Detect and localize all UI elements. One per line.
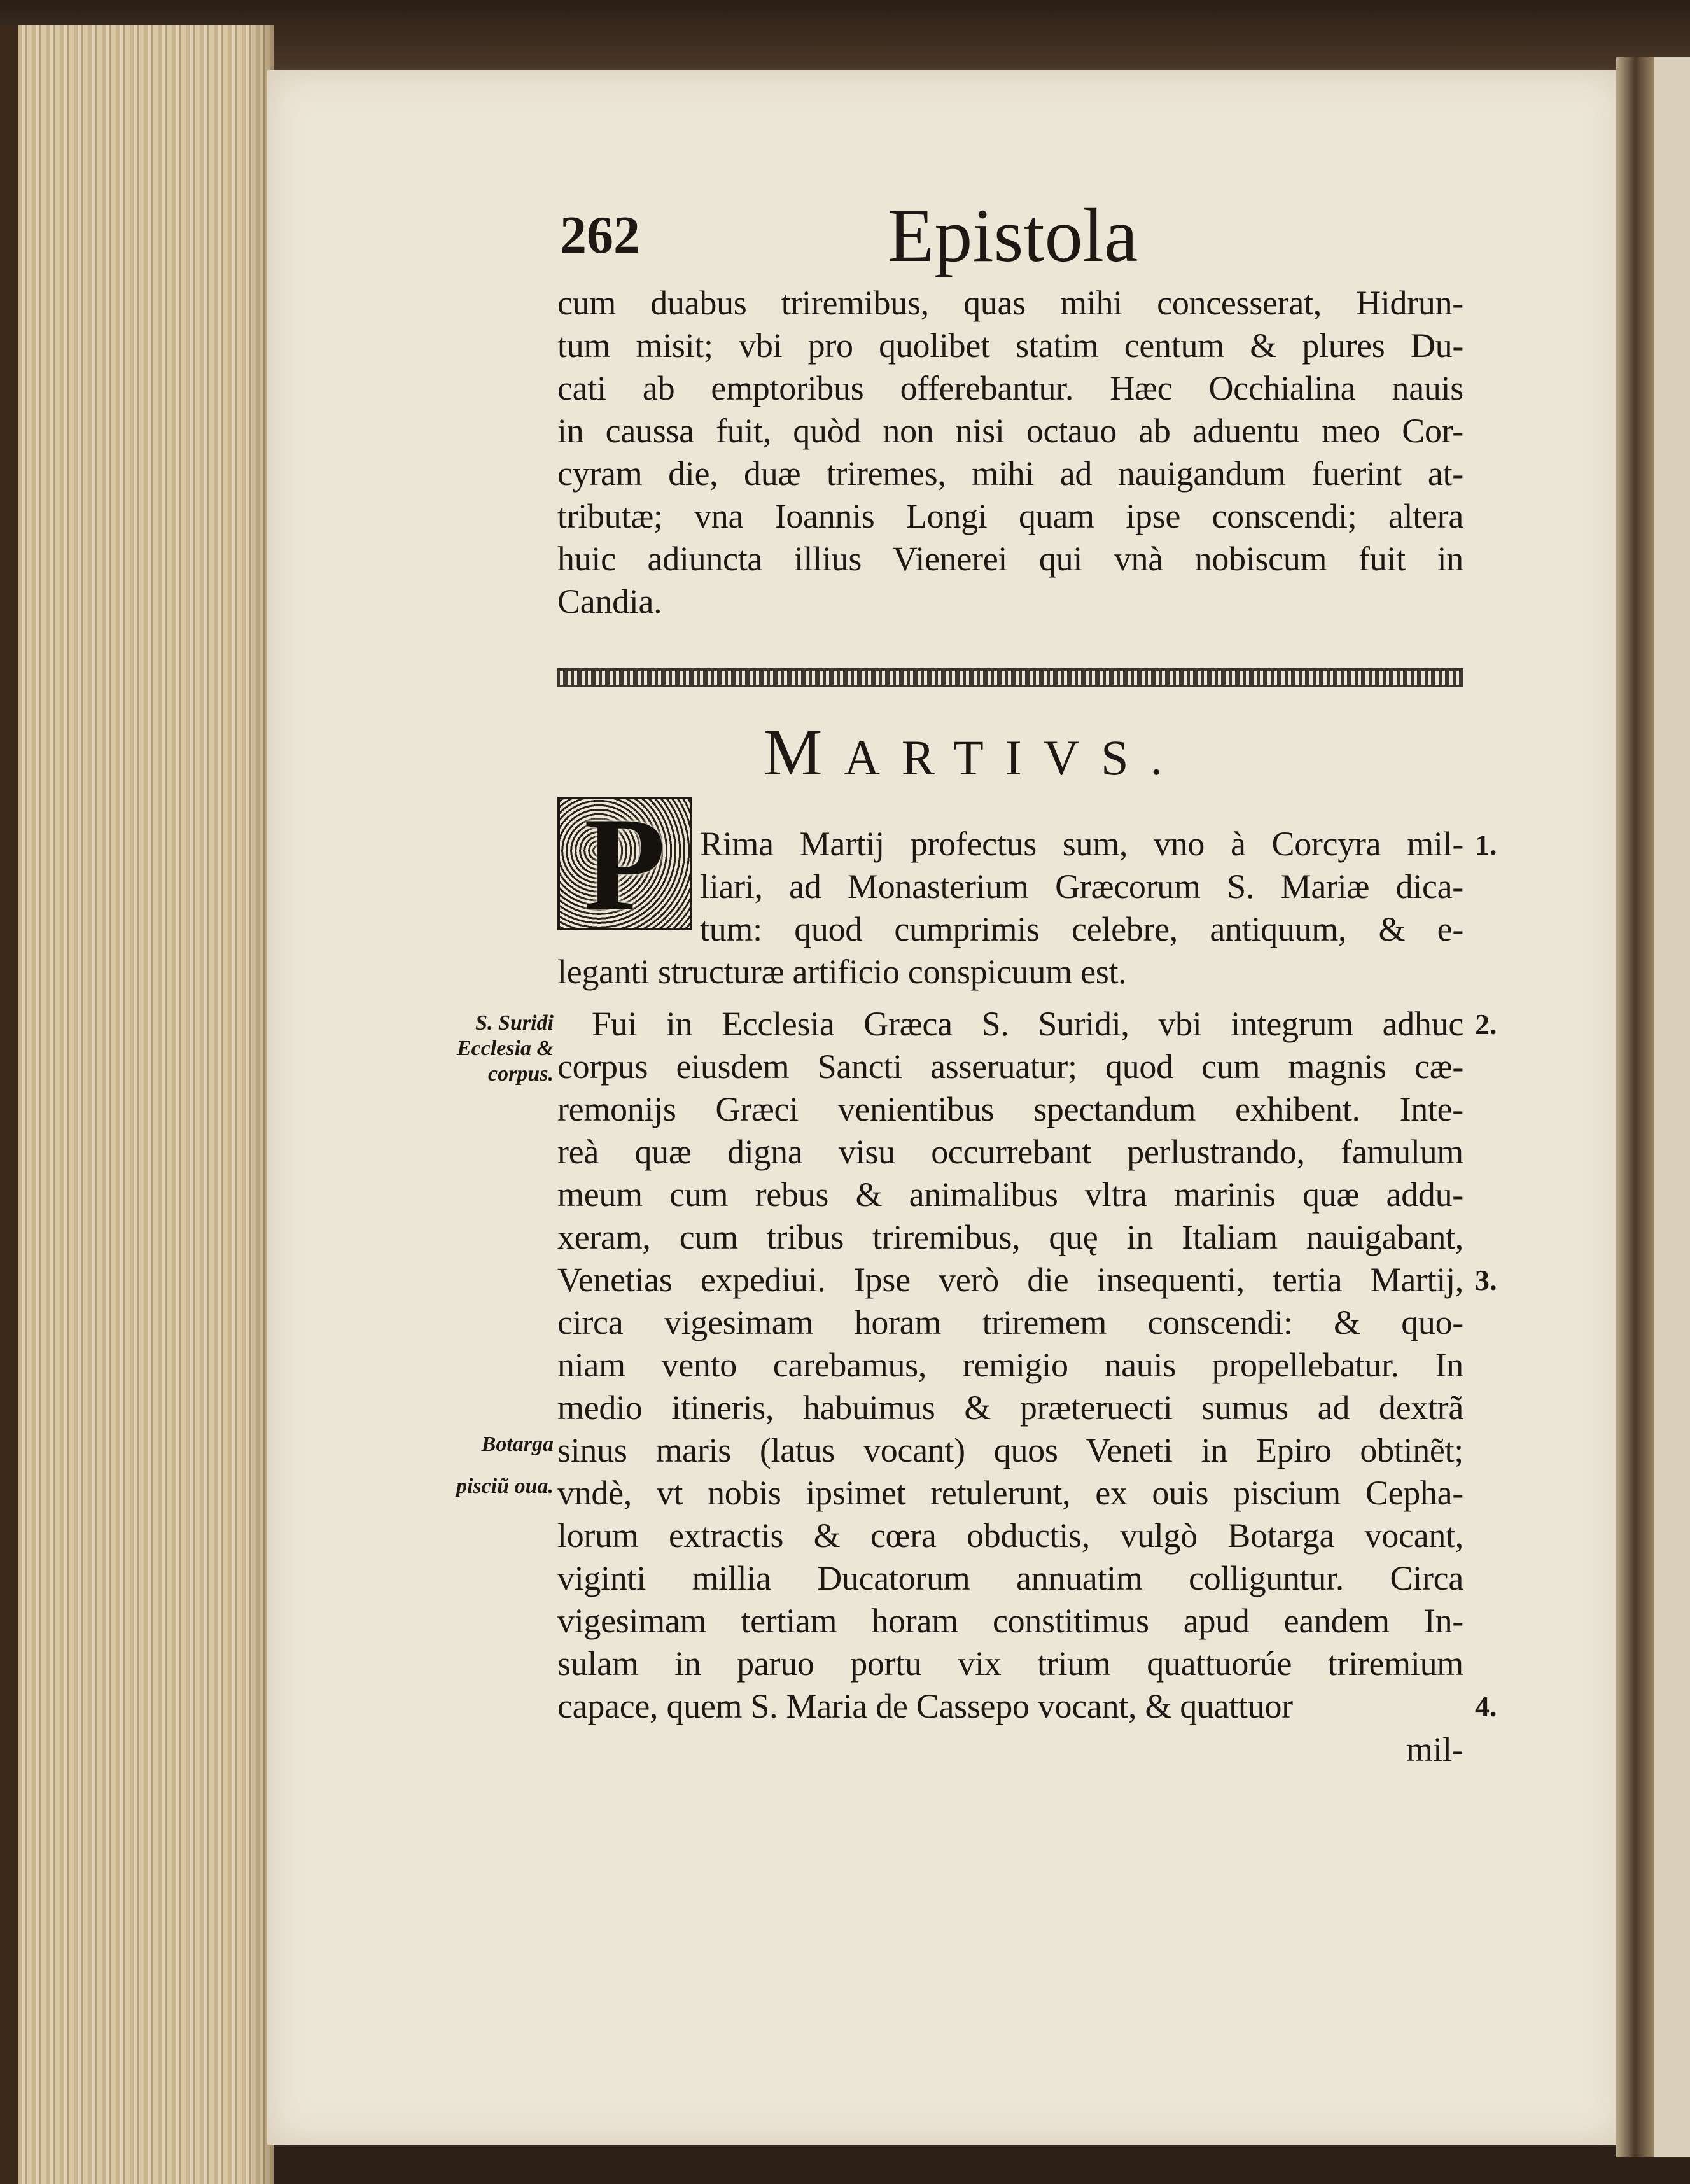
running-title: Epistola — [888, 193, 1138, 277]
text-line: vigesimam tertiam horam constitimus apud eandem In- — [557, 1602, 1463, 1640]
text-line: tum misit; vbi pro quolibet statim centum & plures Du- — [557, 326, 1463, 365]
decorated-drop-cap — [557, 790, 692, 938]
facing-page-edge — [1654, 57, 1690, 2157]
text-line: liari, ad Monasterium Græcorum S. Mariæ dica- — [700, 867, 1463, 906]
text-line: xeram, cum tribus triremibus, quę in Italiam nauigabant, — [557, 1218, 1463, 1256]
section-title-rest: ARTIVS. — [844, 730, 1184, 785]
text-line: sinus maris (latus vocant) quos Veneti in Epiro obtinẽt; — [557, 1431, 1463, 1469]
text-line: huic adiuncta illius Vienerei qui vnà nobiscum fuit in — [557, 540, 1463, 578]
book-gutter — [1616, 57, 1654, 2157]
text-line: tributæ; vna Ioannis Longi quam ipse conscendi; altera — [557, 497, 1463, 535]
marginal-note-suridi — [426, 1011, 554, 1087]
text-line: in caussa fuit, quòd non nisi octauo ab aduentu meo Cor- — [557, 412, 1463, 450]
text-line: lorum extractis & cœra obductis, vulgò Botarga vocant, — [557, 1516, 1463, 1555]
text-line: cyram die, duæ triremes, mihi ad nauigandum fuerint at- — [557, 454, 1463, 493]
day-number-1: 1. — [1475, 829, 1497, 861]
marginal-note-line: S. Suridi — [475, 1011, 554, 1035]
text-line: remonijs Græci venientibus spectandum exhibent. Inte- — [557, 1090, 1463, 1128]
catchword: mil- — [1406, 1730, 1463, 1768]
text-line: sulam in paruo portu vix trium quattuorúe triremium — [557, 1644, 1463, 1683]
text-line: viginti millia Ducatorum annuatim colliguntur. Circa — [557, 1559, 1463, 1597]
text-line: circa vigesimam horam triremem conscendi: & quo- — [557, 1303, 1463, 1341]
marginal-note-line: Botarga — [481, 1432, 554, 1456]
text-line: tum: quod cumprimis celebre, antiquum, & e- — [700, 910, 1463, 948]
section-title — [764, 716, 1184, 792]
text-line: meum cum rebus & animalibus vltra marinis quæ addu- — [557, 1175, 1463, 1214]
text-line: cum duabus triremibus, quas mihi concesserat, Hidrun- — [557, 284, 1463, 322]
ornamental-rule — [557, 668, 1463, 687]
text-line: corpus eiusdem Sancti asseruatur; quod cum magnis cæ- — [557, 1047, 1463, 1086]
text-line: medio itineris, habuimus & præteruecti sumus ad dextrã — [557, 1389, 1463, 1427]
text-line: Venetias expediui. Ipse verò die insequenti, tertia Martij, — [557, 1261, 1463, 1299]
drop-cap-letter: P — [583, 790, 666, 938]
section-title-initial: M — [764, 716, 844, 789]
text-line: reà quæ digna visu occurrebant perlustrando, famulum — [557, 1133, 1463, 1171]
marginal-note-line: corpus. — [488, 1062, 554, 1086]
text-line: vndè, vt nobis ipsimet retulerunt, ex ouis piscium Cepha- — [557, 1474, 1463, 1512]
text-line: leganti structuræ artificio conspicuum est. — [557, 953, 1127, 991]
text-line: Rima Martij profectus sum, vno à Corcyra mil- — [700, 825, 1463, 863]
page-number: 262 — [560, 206, 640, 265]
text-line: Candia. — [557, 582, 662, 620]
day-number-3: 3. — [1475, 1264, 1497, 1296]
text-line: niam vento carebamus, remigio nauis propellebatur. In — [557, 1346, 1463, 1384]
text-line: Fui in Ecclesia Græca S. Suridi, vbi integrum adhuc — [592, 1005, 1463, 1043]
text-line: capace, quem S. Maria de Cassepo vocant, & quattuor — [557, 1687, 1293, 1725]
marginal-note-line: pisciũ oua. — [456, 1474, 554, 1498]
marginal-note-line: Ecclesia & — [456, 1037, 554, 1060]
day-number-4: 4. — [1475, 1690, 1497, 1723]
day-number-2: 2. — [1475, 1008, 1497, 1040]
text-line: cati ab emptoribus offerebantur. Hæc Occhialina nauis — [557, 369, 1463, 407]
marginal-note-botarga — [426, 1432, 554, 1499]
page-edges-stack — [0, 25, 274, 2184]
